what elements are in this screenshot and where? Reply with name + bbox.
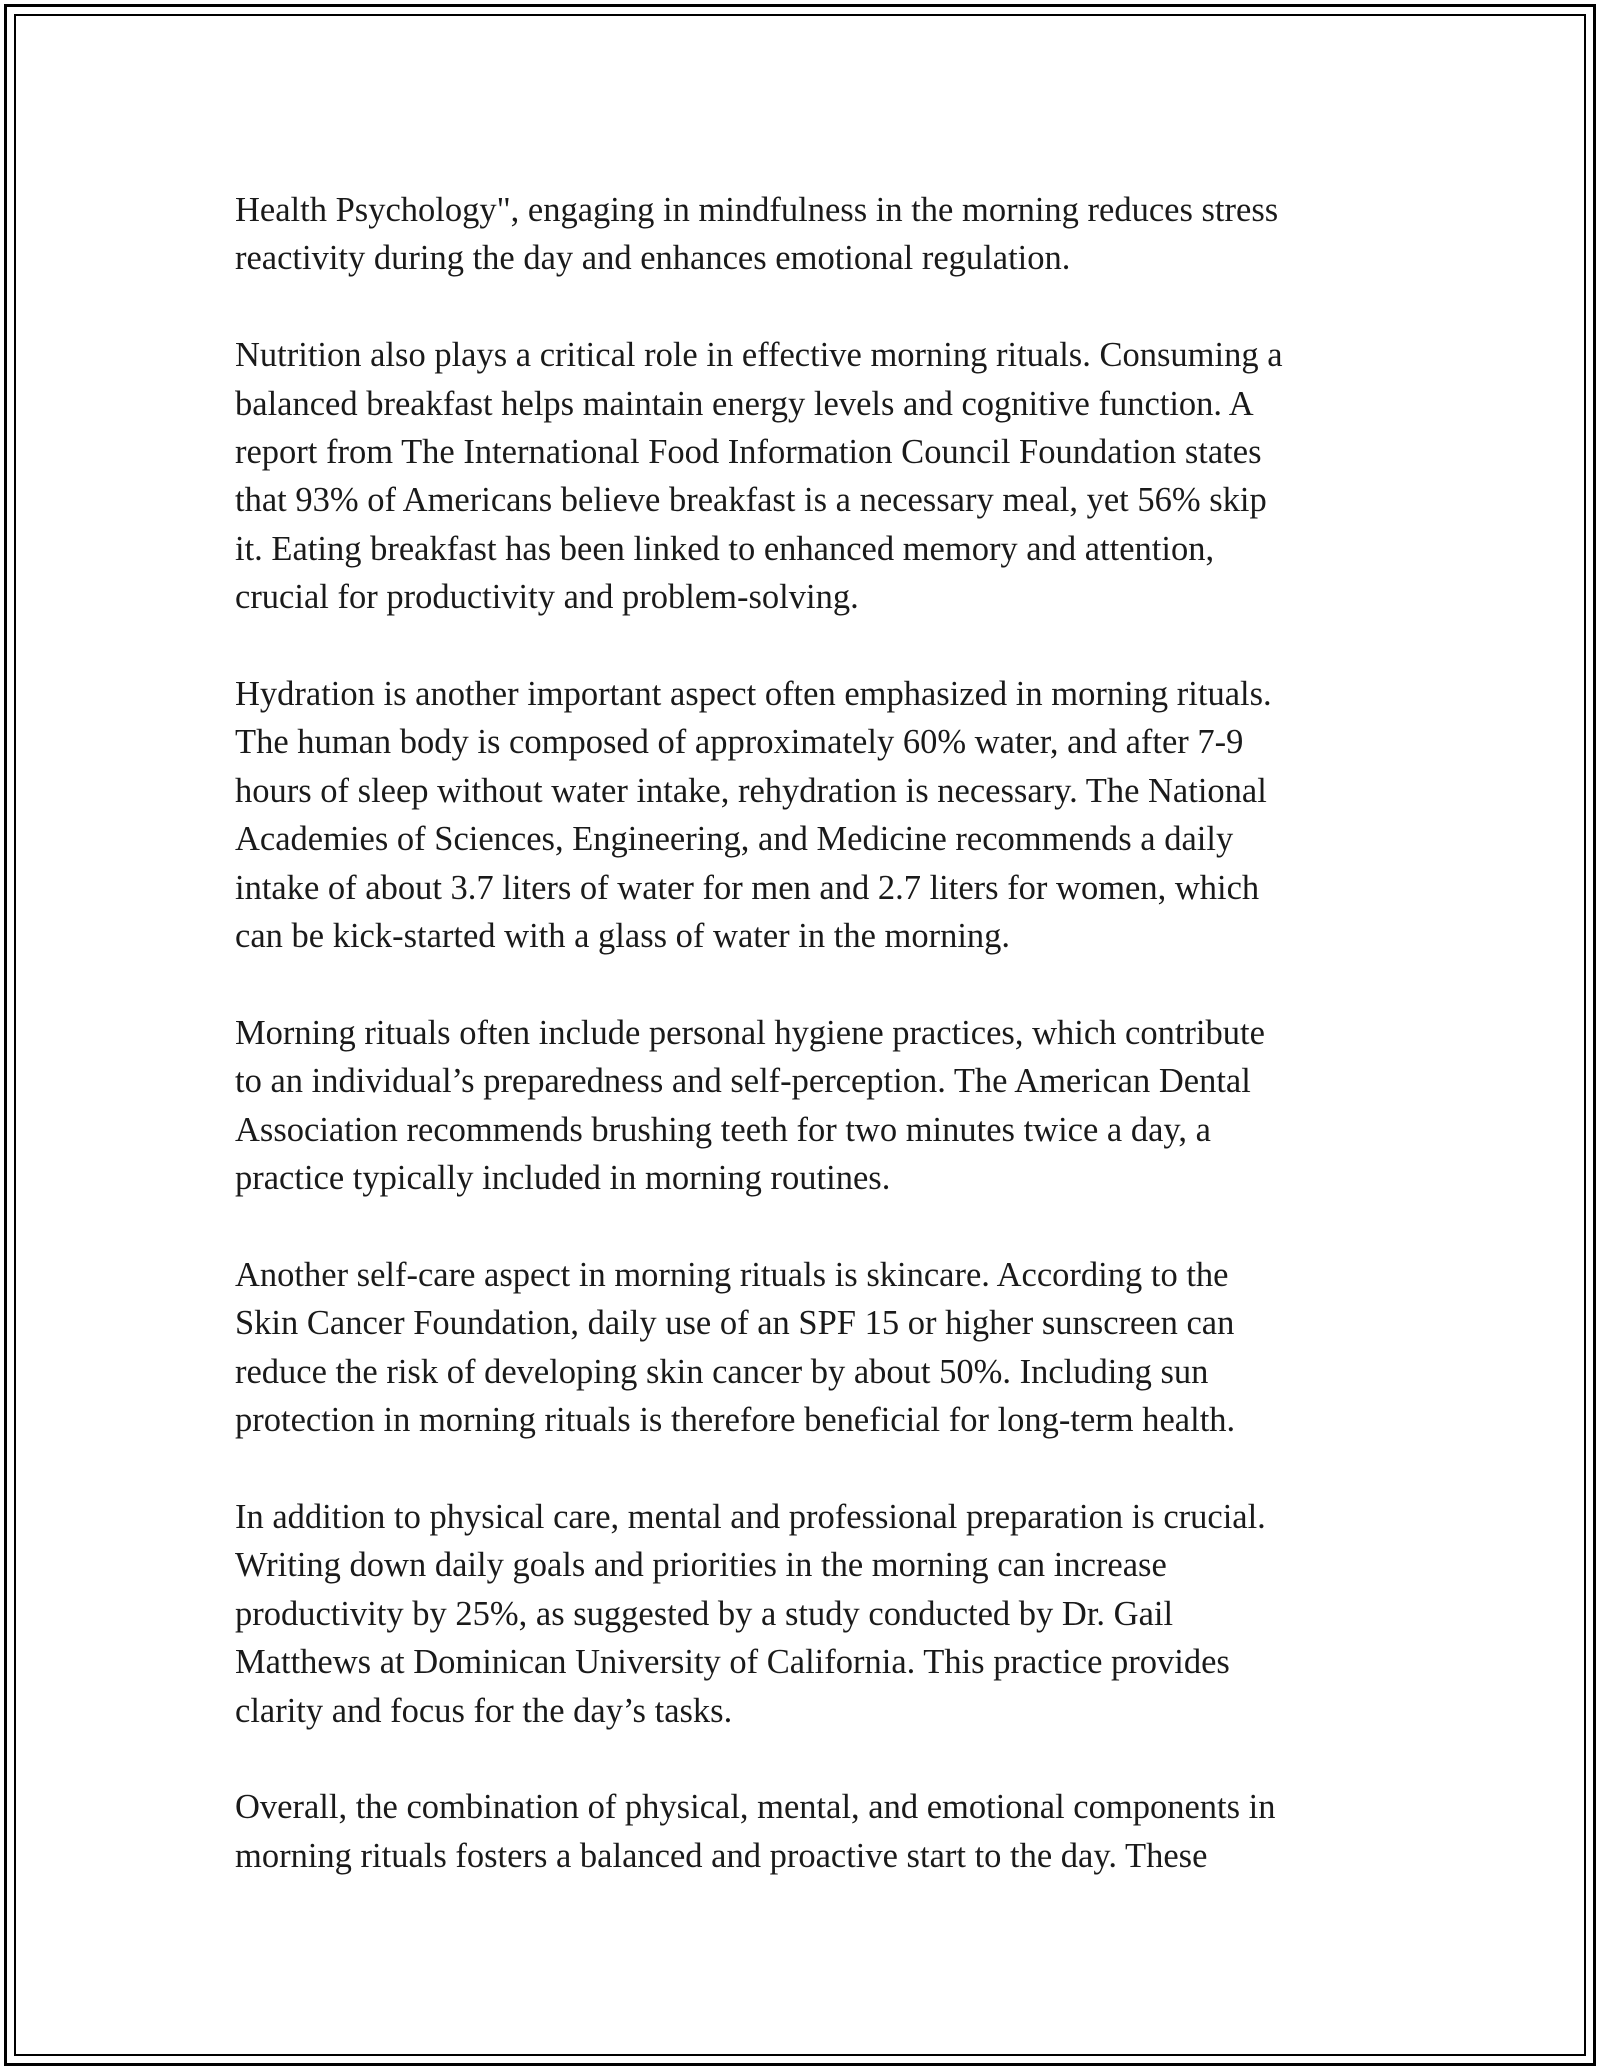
text-line: Association recommends brushing teeth for two minutes twice a day, a — [235, 1110, 1211, 1149]
text-line: Overall, the combination of physical, mental, and emotional components in — [235, 1788, 1276, 1827]
text-line: crucial for productivity and problem-solving. — [235, 578, 859, 617]
text-line: productivity by 25%, as suggested by a study conducted by Dr. Gail — [235, 1594, 1174, 1633]
text-line: morning rituals fosters a balanced and proactive start to the day. These — [235, 1836, 1208, 1875]
text-line: practice typically included in morning routines. — [235, 1159, 891, 1198]
paragraph-hydration — [235, 670, 1375, 960]
text-line: that 93% of Americans believe breakfast is a necessary meal, yet 56% skip — [235, 481, 1267, 520]
text-line: it. Eating breakfast has been linked to enhanced memory and attention, — [235, 529, 1215, 568]
text-line: intake of about 3.7 liters of water for men and 2.7 liters for women, which — [235, 868, 1260, 907]
text-line: reactivity during the day and enhances emotional regulation. — [235, 239, 1071, 278]
text-line: Another self-care aspect in morning rituals is skincare. According to the — [235, 1255, 1229, 1294]
paragraph-nutrition — [235, 331, 1375, 621]
text-line: protection in morning rituals is therefore beneficial for long-term health. — [235, 1401, 1236, 1440]
text-line: balanced breakfast helps maintain energy levels and cognitive function. A — [235, 384, 1254, 423]
text-line: report from The International Food Information Council Foundation states — [235, 433, 1262, 472]
text-line: Hydration is another important aspect often emphasized in morning rituals. — [235, 675, 1272, 714]
document-body — [235, 186, 1375, 1929]
text-line: reduce the risk of developing skin cancer by about 50%. Including sun — [235, 1352, 1209, 1391]
text-line: Skin Cancer Foundation, daily use of an SPF 15 or higher sunscreen can — [235, 1304, 1235, 1343]
text-line: Morning rituals often include personal hygiene practices, which contribute — [235, 1013, 1265, 1052]
text-line: clarity and focus for the day’s tasks. — [235, 1691, 733, 1730]
paragraph-preparation — [235, 1493, 1375, 1735]
paragraph-mindfulness — [235, 186, 1375, 283]
text-line: hours of sleep without water intake, rehydration is necessary. The National — [235, 771, 1267, 810]
text-line: The human body is composed of approximately 60% water, and after 7-9 — [235, 723, 1244, 762]
text-line: Matthews at Dominican University of California. This practice provides — [235, 1643, 1230, 1682]
paragraph-hygiene — [235, 1009, 1375, 1203]
text-line: In addition to physical care, mental and professional preparation is crucial. — [235, 1497, 1266, 1536]
text-line: Academies of Sciences, Engineering, and Medicine recommends a daily — [235, 820, 1234, 859]
text-line: can be kick-started with a glass of water in the morning. — [235, 917, 1011, 956]
paragraph-skincare — [235, 1251, 1375, 1445]
text-line: Writing down daily goals and priorities in the morning can increase — [235, 1546, 1167, 1585]
text-line: to an individual’s preparedness and self-perception. The American Dental — [235, 1062, 1251, 1101]
paragraph-overall — [235, 1783, 1375, 1880]
text-line: Health Psychology", engaging in mindfulness in the morning reduces stress — [235, 191, 1279, 229]
text-line: Nutrition also plays a critical role in effective morning rituals. Consuming a — [235, 336, 1283, 375]
